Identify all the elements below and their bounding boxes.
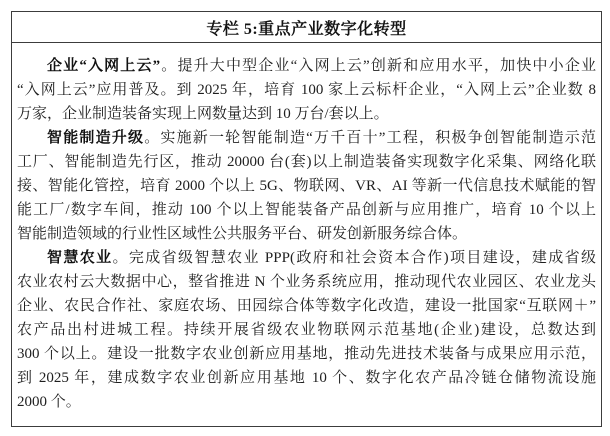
text-line — [17, 318, 596, 342]
text-line — [17, 174, 596, 198]
text-line — [17, 126, 596, 150]
line-text: 。实施新一轮智能制造“万千百十”工程，积极争创智能制造示范 — [144, 130, 596, 146]
box-body — [12, 43, 601, 414]
line-text: 企业、农民合作社、家庭农场、田园综合体等数字化改造，建设一批国家“互联网＋” — [17, 298, 596, 314]
box-title: 专栏 5:重点产业数字化转型 — [12, 12, 601, 43]
text-line — [17, 150, 596, 174]
text-line — [17, 222, 596, 246]
text-line — [17, 390, 596, 414]
paragraph-lead: 企业“入网上云” — [47, 58, 161, 74]
text-line — [17, 198, 596, 222]
line-text: 2000 个。 — [17, 394, 81, 410]
callout-box — [11, 11, 602, 427]
paragraph-lead: 智能制造升级 — [47, 130, 145, 146]
text-line — [17, 54, 596, 78]
line-text: 到 2025 年，建成数字农业创新应用基地 10 个、数字化农产品冷链仓储物流设施 — [17, 370, 596, 386]
text-line — [17, 102, 596, 126]
line-text: 300 个以上。建设一批数字农业创新应用基地，推动先进技术装备与成果应用示范， — [17, 346, 596, 362]
line-text: “入网上云”应用普及。到 2025 年，培育 100 家上云标杆企业，“入网上云”企业数 8 — [17, 82, 596, 98]
text-line — [17, 366, 596, 390]
line-text: 。完成省级智慧农业 PPP(政府和社会资本合作)项目建设，建成省级 — [112, 250, 596, 266]
text-line — [17, 78, 596, 102]
line-text: 工厂、智能制造先行区，推动 20000 台(套)以上制造装备实现数字化采集、网络化联 — [17, 154, 596, 170]
line-text: 。提升大中型企业“入网上云”创新和应用水平，加快中小企业 — [160, 58, 596, 74]
line-text: 农产品出村进城工程。持续开展省级农业物联网示范基地(企业)建设，总数达到 — [17, 322, 596, 338]
line-text: 万家，企业制造装备实现上网数量达到 10 万台/套以上。 — [17, 106, 389, 122]
line-text: 能工厂/数字车间，推动 100 个以上智能装备产品创新与应用推广，培育 10 个以上 — [17, 202, 596, 218]
text-line — [17, 246, 596, 270]
line-text: 智能制造领域的行业性区域性公共服务平台、研发创新服务综合体。 — [17, 226, 468, 242]
text-line — [17, 294, 596, 318]
line-text: 接、智能化管控，培育 2000 个以上 5G、物联网、VR、AI 等新一代信息技术赋能的智 — [17, 178, 596, 194]
line-text: 农业农村云大数据中心，整省推进 N 个业务系统应用，推动现代农业园区、农业龙头 — [17, 274, 596, 290]
paragraph-lead: 智慧农业 — [47, 250, 113, 266]
text-line — [17, 270, 596, 294]
text-line — [17, 342, 596, 366]
